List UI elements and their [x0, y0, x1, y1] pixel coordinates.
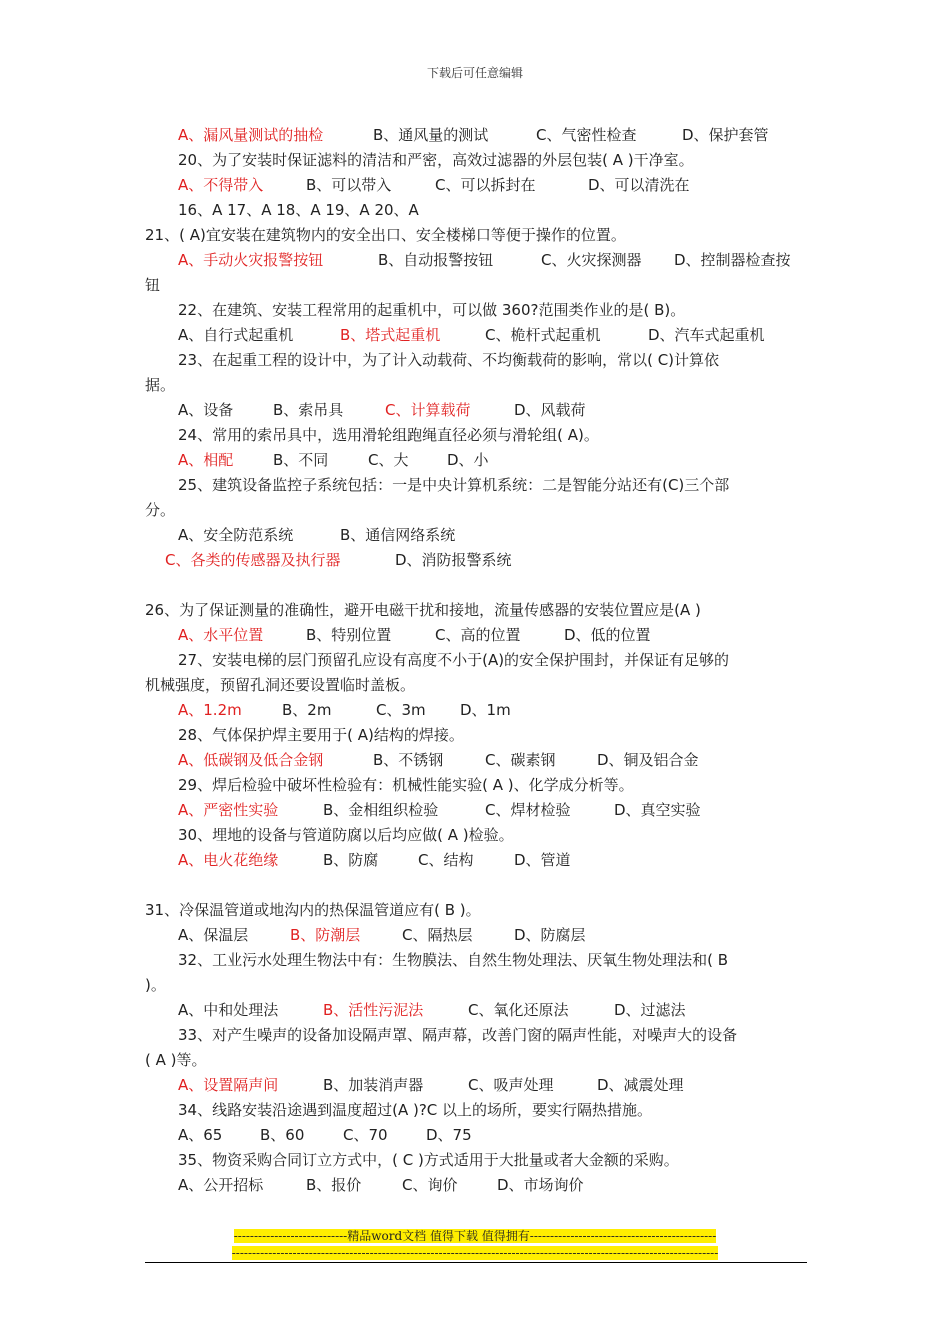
text-segment: C、高的位置	[435, 626, 521, 644]
text-line	[178, 474, 807, 496]
text-line	[178, 649, 807, 671]
text-segment: C、询价	[402, 1176, 458, 1194]
text-line	[178, 1074, 807, 1096]
text-segment: B、不锈钢	[373, 751, 444, 769]
text-segment: C、3m	[376, 701, 426, 719]
text-segment: D、75	[426, 1126, 472, 1144]
text-segment: B、报价	[306, 1176, 362, 1194]
text-segment: D、低的位置	[564, 626, 651, 644]
text-segment: )。	[145, 976, 166, 994]
text-segment: 据。	[145, 376, 176, 394]
text-segment: C、结构	[418, 851, 474, 869]
text-segment: B、金相组织检验	[323, 801, 439, 819]
text-segment: B、自动报警按钮	[378, 251, 494, 269]
footer-banner	[0, 1228, 950, 1245]
text-segment: D、可以清洗在	[588, 176, 690, 194]
text-segment: 24、常用的索吊具中，选用滑轮组跑绳直径必须与滑轮组( A)。	[178, 426, 599, 444]
text-line	[178, 824, 807, 846]
answer-option-correct: A、手动火灾报警按钮	[178, 251, 324, 269]
text-segment: D、风载荷	[514, 401, 586, 419]
text-line	[178, 124, 807, 146]
text-segment: D、保护套管	[682, 126, 769, 144]
text-segment: 35、物资采购合同订立方式中，( C )方式适用于大批量或者大金额的采购。	[178, 1151, 679, 1169]
text-line	[178, 1124, 807, 1146]
text-segment: D、汽车式起重机	[648, 326, 765, 344]
text-line	[145, 499, 807, 521]
text-segment: 25、建筑设备监控子系统包括：一是中央计算机系统：二是智能分站还有(C)三个部	[178, 476, 730, 494]
answer-option-correct: B、塔式起重机	[340, 326, 441, 344]
text-segment: 21、( A)宜安装在建筑物内的安全出口、安全楼梯口等便于操作的位置。	[145, 226, 626, 244]
answer-option-correct: A、严密性实验	[178, 801, 279, 819]
answer-option-correct: A、漏风量测试的抽检	[178, 126, 324, 144]
text-line	[178, 324, 807, 346]
text-segment: A、65	[178, 1126, 223, 1144]
text-segment: C、吸声处理	[468, 1076, 554, 1094]
text-segment: 28、气体保护焊主要用于( A)结构的焊接。	[178, 726, 464, 744]
text-line	[178, 249, 807, 271]
text-line	[178, 849, 807, 871]
answer-option-correct: A、电火花绝缘	[178, 851, 279, 869]
text-line	[178, 174, 807, 196]
text-line	[165, 549, 807, 571]
text-segment: D、小	[447, 451, 489, 469]
text-segment: C、70	[343, 1126, 388, 1144]
text-segment: 33、对产生噪声的设备加设隔声罩、隔声幕，改善门窗的隔声性能，对噪声大的设备	[178, 1026, 738, 1044]
text-segment: 22、在建筑、安装工程常用的起重机中，可以做 360?范围类作业的是( B)。	[178, 301, 686, 319]
text-segment: B、防腐	[323, 851, 379, 869]
text-segment: D、防腐层	[514, 926, 586, 944]
text-segment: A、保温层	[178, 926, 249, 944]
text-segment: 31、冷保温管道或地沟内的热保温管道应有( B )。	[145, 901, 481, 919]
text-line	[178, 1024, 807, 1046]
text-segment: B、可以带入	[306, 176, 392, 194]
text-segment: 26、为了保证测量的准确性，避开电磁干扰和接地，流量传感器的安装位置应是(A )	[145, 601, 701, 619]
answer-option-correct: B、防潮层	[290, 926, 361, 944]
text-line	[145, 1049, 807, 1071]
text-segment: 23、在起重工程的设计中，为了计入动载荷、不均衡载荷的影响，常以( C)计算依	[178, 351, 720, 369]
text-segment: B、60	[260, 1126, 305, 1144]
page-header: 下载后可任意编辑	[426, 66, 523, 80]
text-segment: A、自行式起重机	[178, 326, 294, 344]
text-line	[178, 399, 807, 421]
text-segment: 27、安装电梯的层门预留孔应设有高度不小于(A)的安全保护围封，并保证有足够的	[178, 651, 730, 669]
text-line	[178, 924, 807, 946]
text-line	[178, 149, 807, 171]
text-segment: 30、埋地的设备与管道防腐以后均应做( A )检验。	[178, 826, 514, 844]
text-segment: B、2m	[282, 701, 332, 719]
text-line	[178, 299, 807, 321]
text-segment: 分。	[145, 501, 176, 519]
text-segment: D、1m	[460, 701, 511, 719]
text-segment: D、过滤法	[614, 1001, 686, 1019]
footer-line-1: ----------------------------精品word文档 值得下载 值得拥有----------------------------------------------	[233, 1229, 717, 1243]
text-segment: B、索吊具	[273, 401, 344, 419]
text-segment: D、减震处理	[597, 1076, 684, 1094]
text-segment: B、通信网络系统	[340, 526, 456, 544]
text-segment: C、气密性检查	[536, 126, 637, 144]
text-line	[145, 974, 807, 996]
text-segment: D、真空实验	[614, 801, 701, 819]
text-segment: 20、为了安装时保证滤料的清洁和严密，高效过滤器的外层包装( A )干净室。	[178, 151, 694, 169]
answer-option-correct: A、水平位置	[178, 626, 264, 644]
text-line	[178, 799, 807, 821]
text-line	[178, 999, 807, 1021]
text-line	[178, 199, 807, 221]
text-segment: 钮	[145, 276, 161, 294]
text-segment: B、特别位置	[306, 626, 392, 644]
text-line	[178, 1174, 807, 1196]
text-segment: C、大	[368, 451, 409, 469]
text-segment: D、消防报警系统	[395, 551, 512, 569]
text-segment: A、安全防范系统	[178, 526, 294, 544]
text-segment: D、管道	[514, 851, 571, 869]
answer-option-correct: C、计算载荷	[385, 401, 471, 419]
footer-line-2: ------------------------------------------------------------------------------------------------------------------------	[231, 1246, 719, 1260]
text-line	[178, 449, 807, 471]
text-segment: B、通风量的测试	[373, 126, 489, 144]
text-line	[178, 774, 807, 796]
text-line	[178, 749, 807, 771]
text-segment: A、中和处理法	[178, 1001, 279, 1019]
text-line	[178, 699, 807, 721]
text-segment: 32、工业污水处理生物法中有：生物膜法、自然生物处理法、厌氧生物处理法和( B	[178, 951, 729, 969]
text-segment: D、控制器检查按	[674, 251, 791, 269]
text-segment: C、碳素钢	[485, 751, 556, 769]
answer-option-correct: B、活性污泥法	[323, 1001, 424, 1019]
text-segment: B、不同	[273, 451, 329, 469]
text-segment: B、加装消声器	[323, 1076, 424, 1094]
text-segment: A、设备	[178, 401, 234, 419]
text-segment: 34、线路安装沿途遇到温度超过(A )?C 以上的场所，要实行隔热措施。	[178, 1101, 653, 1119]
text-segment: D、市场询价	[497, 1176, 584, 1194]
text-line	[145, 224, 807, 246]
text-segment: C、可以拆封在	[435, 176, 536, 194]
answer-option-correct: A、设置隔声间	[178, 1076, 279, 1094]
text-segment: C、桅杆式起重机	[485, 326, 601, 344]
text-line	[178, 949, 807, 971]
text-line	[178, 349, 807, 371]
text-line	[178, 524, 807, 546]
text-segment: ( A )等。	[145, 1051, 207, 1069]
text-line	[178, 724, 807, 746]
text-line	[178, 624, 807, 646]
answer-option-correct: A、相配	[178, 451, 234, 469]
answer-option-correct: A、低碳钢及低合金钢	[178, 751, 324, 769]
text-line	[145, 674, 807, 696]
text-line	[178, 1099, 807, 1121]
text-segment: C、焊材检验	[485, 801, 571, 819]
text-segment: C、火灾探测器	[541, 251, 642, 269]
footer-rule	[145, 1262, 807, 1263]
answer-option-correct: A、1.2m	[178, 701, 242, 719]
text-line	[178, 424, 807, 446]
text-line	[145, 274, 807, 296]
text-line	[145, 899, 807, 921]
footer-banner-2	[0, 1245, 950, 1262]
text-segment: D、铜及铝合金	[597, 751, 699, 769]
answer-option-correct: C、各类的传感器及执行器	[165, 551, 341, 569]
text-line	[145, 374, 807, 396]
text-line	[178, 1149, 807, 1171]
text-segment: 16、A 17、A 18、A 19、A 20、A	[178, 201, 419, 219]
text-segment: C、氧化还原法	[468, 1001, 569, 1019]
text-segment: A、公开招标	[178, 1176, 264, 1194]
text-segment: 29、焊后检验中破坏性检验有：机械性能实验( A )、化学成分析等。	[178, 776, 634, 794]
text-segment: C、隔热层	[402, 926, 473, 944]
answer-option-correct: A、不得带入	[178, 176, 264, 194]
text-line	[145, 599, 807, 621]
text-segment: 机械强度，预留孔洞还要设置临时盖板。	[145, 676, 416, 694]
